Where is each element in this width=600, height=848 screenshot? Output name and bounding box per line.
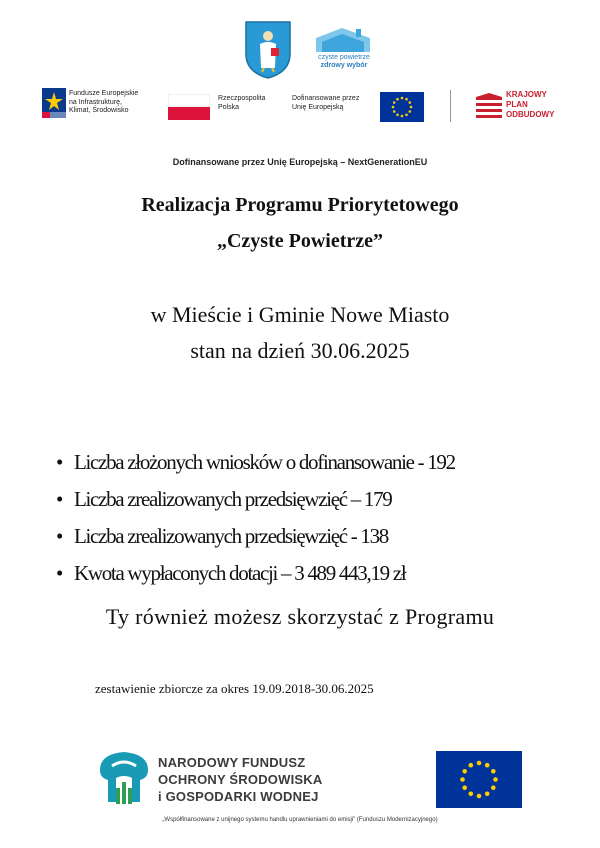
nfosigw-emblem-icon <box>96 748 152 808</box>
cp-line1: czyste powietrze <box>318 54 370 61</box>
kpo-line3: ODBUDOWY <box>506 110 555 119</box>
stat-item <box>56 481 596 518</box>
title-line-1: Realizacja Programu Priorytetowego <box>141 194 459 216</box>
bullet: • <box>56 450 64 474</box>
date-line: stan na dzień 30.06.2025 <box>190 338 410 363</box>
nf-line2: OCHRONY ŚRODOWISKA <box>158 772 323 787</box>
ue-line2: Unię Europejską <box>292 103 344 111</box>
stats-list <box>56 444 596 592</box>
bullet: • <box>56 561 64 585</box>
kpo-mark-icon <box>476 93 502 119</box>
stat-item <box>56 518 596 555</box>
fe-line3: Klimat, Środowisko <box>69 107 129 114</box>
stat-text: Liczba zrealizowanych przedsięwzięć – 179 <box>74 487 392 511</box>
nfosigw-logo <box>96 746 346 810</box>
kpo-line1: KRAJOWY <box>506 90 547 99</box>
stat-text: Kwota wypłaconych dotacji – 3 489 443,19 zł <box>74 561 406 585</box>
eu-flag-large-icon <box>436 751 522 808</box>
crest-shield-icon <box>244 20 292 80</box>
bullet: • <box>56 524 64 548</box>
stat-text: Liczba złożonych wniosków o dofinansowanie - 192 <box>74 450 455 474</box>
eu-funded-logo <box>292 92 424 122</box>
stat-item <box>56 555 596 592</box>
fe-line2: na Infrastrukturę, <box>69 98 122 106</box>
rp-line2: Polska <box>218 103 240 111</box>
call-to-action: Ty również możesz skorzystać z Programu <box>105 604 495 629</box>
stat-item <box>56 444 596 481</box>
house-icon <box>312 26 376 54</box>
rzeczpospolita-polska-logo <box>168 92 278 122</box>
stat-text: Liczba zrealizowanych przedsięwzięć - 138 <box>74 524 388 548</box>
title-line-2: „Czyste Powietrze” <box>216 230 384 252</box>
polish-flag-icon <box>168 94 210 120</box>
fundusze-europejskie-logo <box>42 88 167 124</box>
place-line: w Mieście i Gminie Nowe Miasto <box>150 302 450 327</box>
eu-flag-icon <box>380 92 424 122</box>
bullet: • <box>56 487 64 511</box>
ngeu-line: Dofinansowane przez Unię Europejską – NextGenerationEU <box>172 157 428 167</box>
nf-line3: i GOSPODARKI WODNEJ <box>158 789 319 804</box>
fe-star-icon <box>42 88 66 118</box>
fe-line1: Fundusze Europejskie <box>69 90 139 97</box>
kpo-line2: PLAN <box>506 100 528 109</box>
footer-note: „Współfinansowane z unijnego systemu handlu uprawnieniami do emisji” (Funduszu Modernizacyjnego) <box>162 817 438 823</box>
city-crest-logo <box>244 20 292 80</box>
logo-divider <box>450 90 451 122</box>
czyste-powietrze-logo <box>312 26 376 70</box>
nf-line1: NARODOWY FUNDUSZ <box>158 755 306 770</box>
eu-flag-large <box>436 751 522 808</box>
krajowy-plan-odbudowy-logo <box>476 88 572 124</box>
period-note: zestawienie zbiorcze za okres 19.09.2018-30.06.2025 <box>95 681 374 696</box>
ue-line1: Dofinansowane przez <box>292 95 360 102</box>
cp-line2: zdrowy wybór <box>320 62 368 69</box>
rp-line1: Rzeczpospolita <box>218 95 266 102</box>
